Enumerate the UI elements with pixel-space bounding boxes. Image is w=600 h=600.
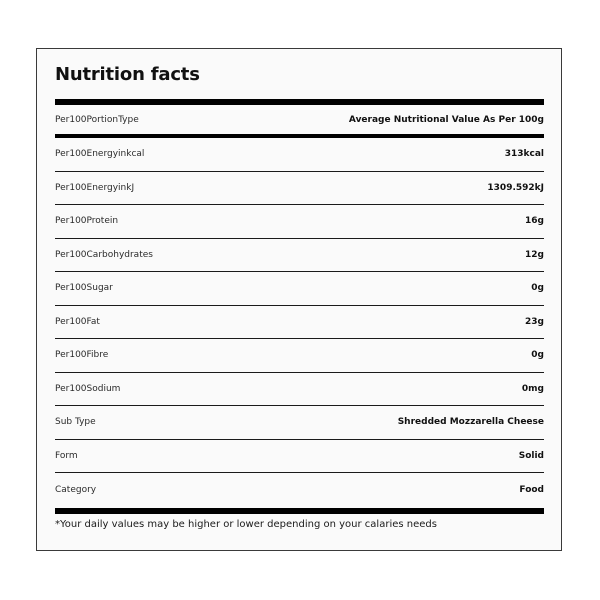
- row-value: 0mg: [521, 383, 544, 394]
- table-row: [55, 138, 544, 172]
- row-label: Per100PortionType: [55, 114, 139, 125]
- row-value: 16g: [525, 216, 544, 227]
- row-value: Solid: [518, 450, 544, 461]
- row-label: Form: [55, 450, 78, 461]
- nutrition-facts-panel: [36, 48, 562, 551]
- table-row: [55, 339, 544, 373]
- row-label: Per100EnergyinkJ: [55, 182, 135, 193]
- table-row: [55, 239, 544, 273]
- table-row: [55, 205, 544, 239]
- table-row: [55, 306, 544, 340]
- table-row: [55, 272, 544, 306]
- row-value: 0g: [531, 350, 544, 361]
- row-value: 313kcal: [504, 149, 544, 160]
- row-value: Average Nutritional Value As Per 100g: [348, 114, 544, 125]
- row-value: 23g: [525, 316, 544, 327]
- row-label: Per100Fibre: [55, 350, 109, 361]
- row-label: Per100Protein: [55, 216, 119, 227]
- row-label: Category: [55, 484, 97, 495]
- row-label: Per100Sugar: [55, 283, 113, 294]
- bottom-divider: [55, 508, 544, 514]
- row-value: 0g: [531, 283, 544, 294]
- row-value: 12g: [525, 249, 544, 260]
- row-label: Per100Carbohydrates: [55, 249, 153, 260]
- table-row: [55, 473, 544, 507]
- row-value: Food: [519, 484, 544, 495]
- footnote: *Your daily values may be higher or lower depending on your calaries needs: [55, 519, 437, 530]
- row-value: 1309.592kJ: [487, 182, 544, 193]
- row-label: Per100Energyinkcal: [55, 149, 145, 160]
- table-row: [55, 105, 544, 138]
- row-value: Shredded Mozzarella Cheese: [397, 417, 544, 428]
- row-label: Per100Sodium: [55, 383, 121, 394]
- table-row: [55, 440, 544, 474]
- table-row: [55, 406, 544, 440]
- row-label: Sub Type: [55, 417, 96, 428]
- row-label: Per100Fat: [55, 316, 100, 327]
- nutrition-table: [55, 105, 544, 507]
- table-row: [55, 373, 544, 407]
- table-row: [55, 172, 544, 206]
- panel-title: Nutrition facts: [55, 64, 200, 85]
